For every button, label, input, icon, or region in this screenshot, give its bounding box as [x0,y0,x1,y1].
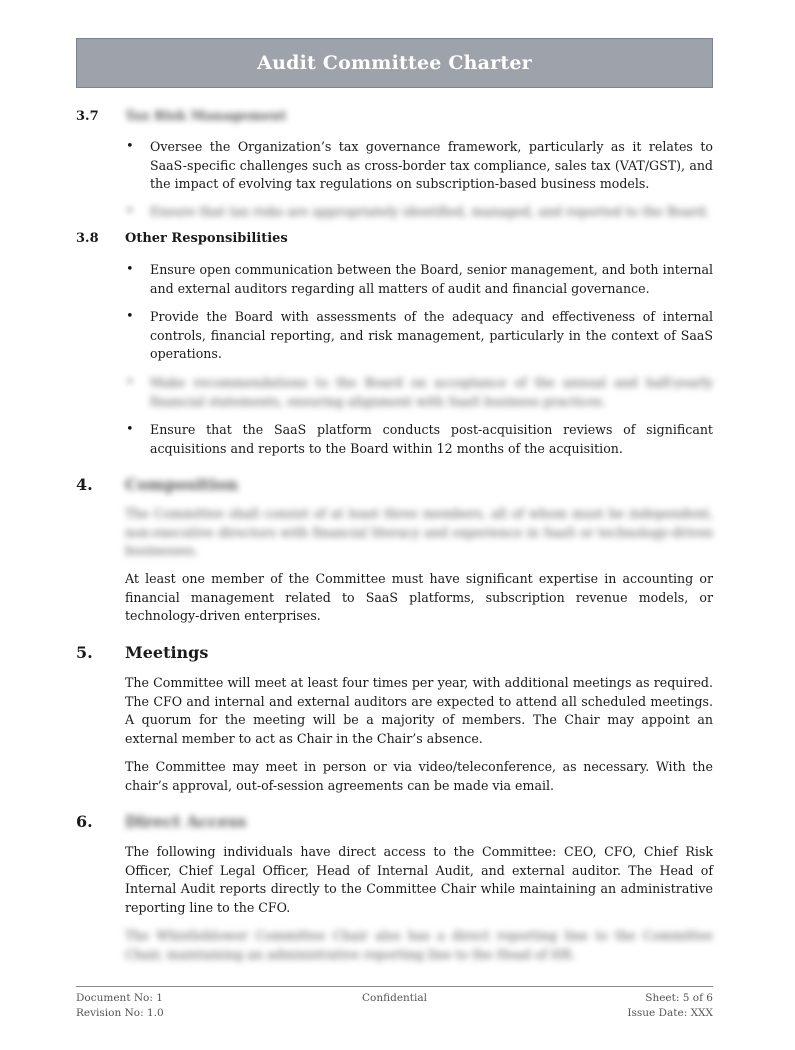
paragraph: At least one member of the Committee must have significant expertise in accounting or financial management related to SaaS platforms, subscription revenue models, or technology-driven enterprises. [125,571,713,623]
list-item: • Oversee the Organization’s tax governance framework, particularly as it relates to SaaS-specific challenges such as cross-border tax compliance, sales tax (VAT/GST), and the impact of evolving tax regulations on subscription-based business models. [150,138,713,194]
confidential-label: Confidential [361,992,427,1004]
section-title: Meetings [125,643,209,662]
section-title: Composition [125,475,239,494]
section-number: 3.8 [76,231,99,246]
section-3-7-heading [76,109,286,124]
list-item: • Ensure open communication between the Board, senior management, and both internal and external auditors regarding all matters of audit and financial governance. [150,261,713,298]
list-item: • Provide the Board with assessments of the adequacy and effectiveness of internal controls, financial reporting, and risk management, particularly in the context of SaaS operations. [150,308,713,364]
section-4-heading [76,475,238,494]
section-title: Direct Access [125,812,247,831]
sheet-number: Sheet: 5 of 6 [645,992,713,1004]
paragraph: The Committee shall consist of at least three members, all of whom must be independent, non-executive directors with financial literacy and experience in SaaS or technology-driven businesses. [125,506,713,558]
paragraph: The Committee may meet in person or via video/teleconference, as necessary. With the chair’s approval, out-of-session agreements can be made via email. [125,759,713,793]
document-title: Audit Committee Charter [257,52,532,74]
revision-number: Revision No: 1.0 [76,1007,164,1019]
document-number: Document No: 1 [76,992,163,1004]
section-5-heading [76,643,208,662]
list-item: • Ensure that tax risks are appropriately identified, managed, and reported to the Board. [150,203,713,222]
section-number: 6. [76,812,93,831]
paragraph: The Committee will meet at least four times per year, with additional meetings as required. The CFO and internal and external auditors are expected to attend all scheduled meetings. A quorum for the meeting will be a majority of members. The Chair may appoint an external member to act as Chair in the Chair’s absence. [125,675,713,746]
document-page [76,38,713,88]
list-item: • Make recommendations to the Board on acceptance of the annual and half-yearly financial statements, ensuring alignment with SaaS business practices. [150,374,713,411]
list-item: • Ensure that the SaaS platform conducts post-acquisition reviews of significant acquisitions and reports to the Board within 12 months of the acquisition. [150,421,713,458]
section-3-8-heading [76,231,288,246]
paragraph: The following individuals have direct access to the Committee: CEO, CFO, Chief Risk Officer, Chief Legal Officer, Head of Internal Audit, and external auditor. The Head of Internal Audit reports directly to the Committee Chair while maintaining an administrative reporting line to the CFO. [125,844,713,915]
issue-date: Issue Date: XXX [627,1007,713,1019]
section-6-heading [76,812,246,831]
section-number: 5. [76,643,93,662]
document-header [76,38,713,88]
paragraph: The Whistleblower Committee Chair also has a direct reporting line to the Committee Chair, maintaining an administrative reporting line to the Head of HR. [125,928,713,962]
section-title: Tax Risk Management [125,109,287,124]
document-footer [76,986,713,1021]
section-number: 4. [76,475,93,494]
section-number: 3.7 [76,109,99,124]
section-title: Other Responsibilities [125,231,288,246]
